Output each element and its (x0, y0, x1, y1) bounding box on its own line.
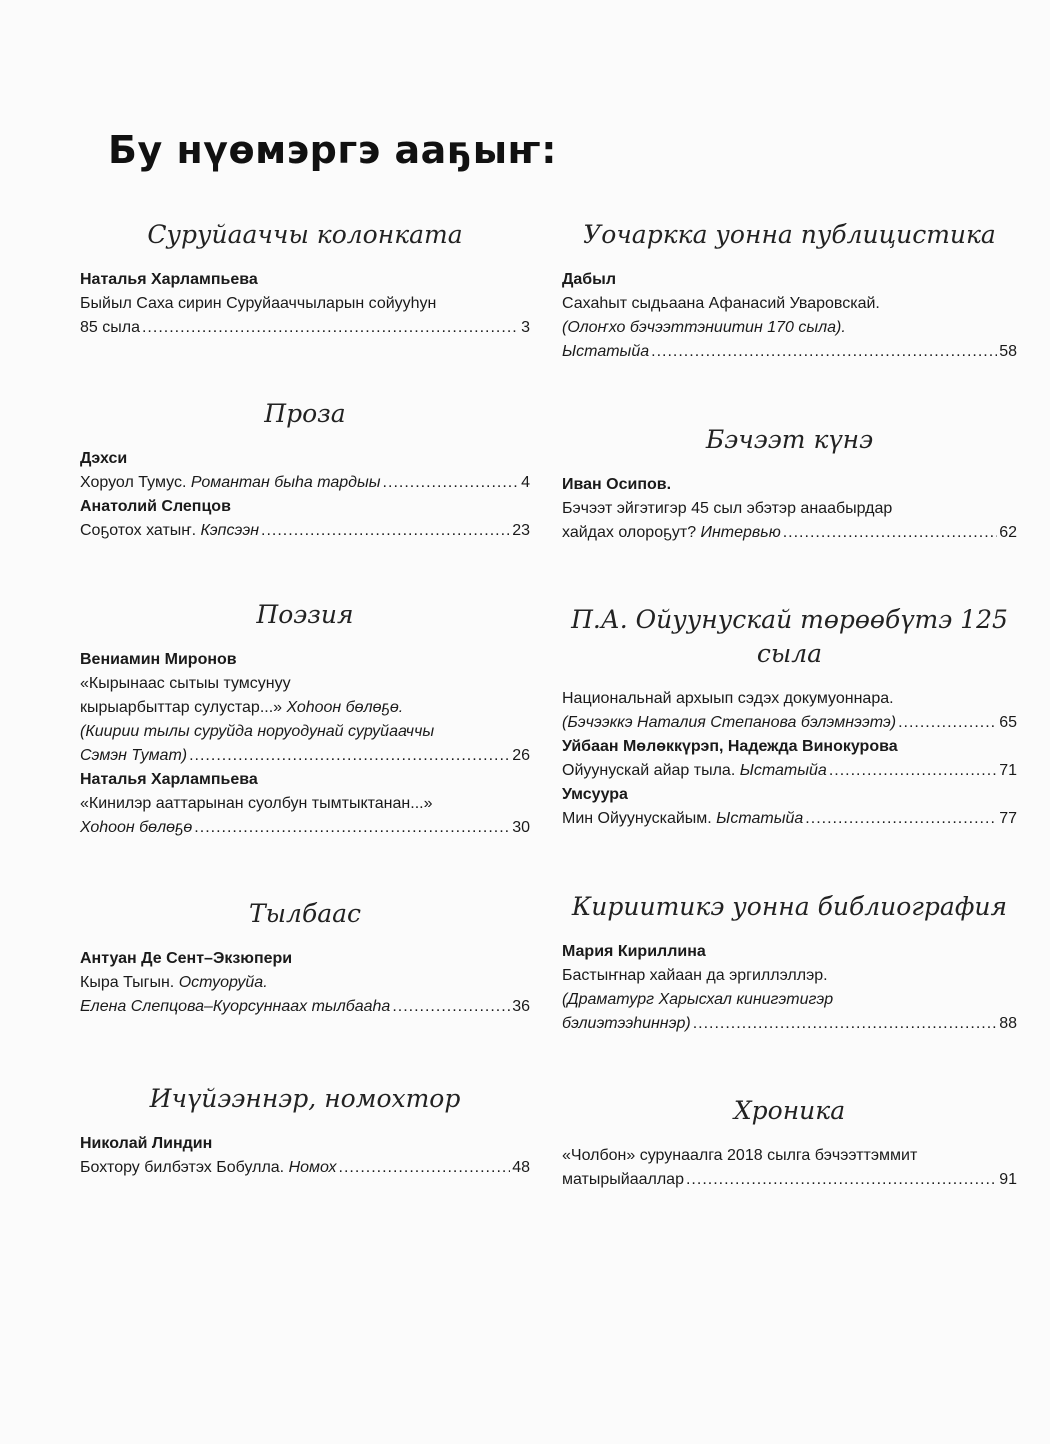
entry-italic-text: Ыстатыйа (562, 343, 650, 360)
page-number: 77 (999, 810, 1017, 827)
entry-text (80, 292, 436, 316)
page-number: 30 (512, 819, 530, 836)
entry-title-text: «Кырынаас сытыы тумсунуу (80, 675, 291, 692)
page-number: 62 (999, 524, 1017, 541)
page-number: 65 (999, 714, 1017, 731)
entry-text (562, 1144, 917, 1168)
page-number: 88 (999, 1015, 1017, 1032)
toc-section (562, 603, 1017, 831)
entry-line (80, 816, 530, 840)
entry-text (562, 340, 649, 364)
dot-leader (194, 816, 510, 840)
entry-italic-text: Елена Слепцова–Куорсуннаах тылбааһа (80, 998, 391, 1015)
toc-entry (80, 768, 530, 840)
toc-section (80, 897, 530, 1019)
entry-title-text: Бастыҥнар хайаан да эргиллэллэр. (562, 967, 828, 984)
dot-leader (383, 471, 520, 495)
page-number: 26 (512, 747, 530, 764)
entry-italic-text: бэлиэтээһиннэр) (562, 1015, 691, 1032)
entry-text (80, 720, 434, 744)
entry-italic-text: Романтан быһа тардыы (190, 474, 381, 491)
section-heading: Поэзия (256, 600, 354, 629)
entry-author: Дабыл (562, 271, 617, 288)
entry-text (562, 759, 827, 783)
entry-italic-text: Ыстатыйа (739, 762, 827, 779)
entry-text (80, 995, 390, 1019)
entry-line (80, 1156, 530, 1180)
entry-line (562, 711, 1017, 735)
entry-text (80, 744, 187, 768)
toc-section (562, 423, 1017, 545)
toc-section (562, 890, 1017, 1036)
dot-leader (898, 711, 997, 735)
dot-leader (261, 519, 510, 543)
dot-leader (829, 759, 997, 783)
entry-author: Дэхси (80, 450, 128, 467)
entry-line (562, 687, 1017, 711)
toc-entry (562, 473, 1017, 545)
entry-line (80, 744, 530, 768)
entry-line (80, 519, 530, 543)
entry-text (80, 696, 403, 720)
entry-line (562, 1168, 1017, 1192)
entry-text (562, 807, 803, 831)
entry-italic-text: Хоһоон бөлөҕө (80, 819, 193, 836)
entry-line (562, 497, 1017, 521)
section-heading: Ичүйээннэр, номохтор (149, 1084, 461, 1113)
entry-text (80, 672, 291, 696)
entry-title-text: Ойуунускай айар тыла. (562, 762, 740, 779)
entry-text (562, 687, 894, 711)
dot-leader (693, 1012, 998, 1036)
entry-line (562, 292, 1017, 316)
toc-entry (562, 268, 1017, 364)
toc-section (80, 1082, 530, 1180)
dot-leader (142, 316, 519, 340)
entry-author: Вениамин Миронов (80, 651, 237, 668)
entry-line (80, 471, 530, 495)
dot-leader (339, 1156, 511, 1180)
entry-italic-text: Номох (288, 1159, 337, 1176)
entry-text (562, 497, 892, 521)
page-number: 91 (999, 1171, 1017, 1188)
entry-text (562, 521, 781, 545)
toc-entry (562, 783, 1017, 831)
entry-author: Николай Линдин (80, 1135, 213, 1152)
entry-text (80, 1156, 337, 1180)
toc-entry (80, 447, 530, 495)
entry-title-text: Бэчээт эйгэтигэр 45 сыл эбэтэр анаабырдар (562, 500, 893, 517)
section-heading: П.А. Ойуунускай төрөөбүтэ 125 сыла (571, 605, 1008, 668)
entry-italic-text: Сэмэн Тумат) (80, 747, 188, 764)
entry-line (562, 1012, 1017, 1036)
entry-title-text: хайдах олороҕут? (562, 524, 701, 541)
entry-text (80, 971, 268, 995)
entry-italic-text: (Драматург Харысхал кинигэтигэр (562, 991, 834, 1008)
dot-leader (189, 744, 510, 768)
entry-italic-text: (Киирии тылы суруйда норуодунай суруйааччы (80, 723, 435, 740)
entry-text (562, 316, 846, 340)
toc-entry (80, 1132, 530, 1180)
dot-leader (686, 1168, 997, 1192)
toc-entry (562, 940, 1017, 1036)
section-heading: Бэчээт күнэ (705, 425, 874, 454)
entry-text (562, 1012, 691, 1036)
page-number: 3 (521, 319, 530, 336)
toc-entry (562, 1144, 1017, 1192)
entry-line (80, 696, 530, 720)
toc-section (80, 397, 530, 543)
entry-line (80, 672, 530, 696)
entry-italic-text: (Олоҥхо бэчээттэниитин 170 сыла). (562, 319, 846, 336)
entry-line (80, 292, 530, 316)
entry-text (562, 292, 880, 316)
page-number: 58 (999, 343, 1017, 360)
entry-title-text: «Чолбон» сурунаалга 2018 сылга бэчээттэммит (562, 1147, 918, 1164)
entry-text (562, 988, 833, 1012)
entry-title-text: 85 сыла (80, 319, 140, 336)
page-number: 4 (521, 474, 530, 491)
dot-leader (392, 995, 510, 1019)
entry-author: Анатолий Слепцов (80, 498, 231, 515)
entry-italic-text: Хоһоон бөлөҕө. (286, 699, 404, 716)
page-number: 71 (999, 762, 1017, 779)
entry-title-text: Хоруол Тумус. (80, 474, 191, 491)
entry-author: Наталья Харлампьева (80, 771, 258, 788)
entry-italic-text: Ыстатыйа (716, 810, 804, 827)
entry-line (80, 792, 530, 816)
page-number: 23 (512, 522, 530, 539)
entry-title-text: Мин Ойуунускайым. (562, 810, 717, 827)
toc-section (80, 218, 530, 340)
entry-line (80, 720, 530, 744)
entry-author: Умсуура (562, 786, 628, 803)
toc-entry (80, 495, 530, 543)
entry-line (562, 521, 1017, 545)
section-heading: Кириитикэ уонна библиография (571, 892, 1008, 921)
toc-entry (562, 735, 1017, 783)
entry-author: Уйбаан Мөлөккүрэп, Надежда Винокурова (562, 738, 898, 755)
entry-title-text: Кыра Тыгын. (80, 974, 179, 991)
entry-text (80, 316, 140, 340)
entry-line (562, 316, 1017, 340)
section-heading: Проза (264, 399, 346, 428)
entry-text (80, 792, 432, 816)
toc-section (80, 598, 530, 840)
entry-text (80, 471, 381, 495)
entry-title-text: Соҕотох хатыҥ. (80, 522, 201, 539)
entry-italic-text: Интервью (700, 524, 781, 541)
entry-text (562, 711, 896, 735)
page-number: 48 (512, 1159, 530, 1176)
entry-line (562, 340, 1017, 364)
toc-entry (562, 687, 1017, 735)
entry-author: Наталья Харлампьева (80, 271, 258, 288)
dot-leader (783, 521, 997, 545)
entry-text (562, 1168, 684, 1192)
entry-title-text: «Кинилэр ааттарынан суолбун тымтыктанан...» (80, 795, 433, 812)
entry-line (562, 964, 1017, 988)
entry-line (562, 988, 1017, 1012)
entry-line (80, 971, 530, 995)
entry-line (562, 807, 1017, 831)
toc-entry (80, 268, 530, 340)
toc-entry (80, 648, 530, 768)
toc-section (562, 1094, 1017, 1192)
entry-text (562, 964, 828, 988)
toc-section (562, 218, 1017, 364)
entry-title-text: Сахаһыт сыдьаана Афанасий Уваровскай. (562, 295, 880, 312)
section-heading: Суруйааччы колонката (147, 220, 463, 249)
section-heading: Уочаркка уонна публицистика (583, 220, 996, 249)
entry-author: Мария Кириллина (562, 943, 706, 960)
entry-italic-text: (Бэчээккэ Наталия Степанова бэлэмнээтэ) (562, 714, 897, 731)
entry-line (80, 995, 530, 1019)
toc-entry (80, 947, 530, 1019)
entry-title-text: матырыйааллар (562, 1171, 684, 1188)
entry-line (562, 1144, 1017, 1168)
entry-italic-text: Остуоруйа. (178, 974, 268, 991)
entry-author: Антуан Де Сент–Экзюпери (80, 950, 293, 967)
entry-italic-text: Кэпсээн (200, 522, 260, 539)
dot-leader (805, 807, 997, 831)
entry-title-text: Бохтору билбэтэх Бобулла. (80, 1159, 289, 1176)
section-heading: Хроника (733, 1096, 846, 1125)
page-title: Бу нүөмэргэ ааҕыҥ: (108, 128, 557, 172)
entry-title-text: Быйыл Саха сирин Суруйааччыларын сойууһун (80, 295, 437, 312)
section-heading: Тылбаас (248, 899, 362, 928)
entry-author: Иван Осипов. (562, 476, 672, 493)
page-number: 36 (512, 998, 530, 1015)
entry-line (562, 759, 1017, 783)
entry-line (80, 316, 530, 340)
entry-text (80, 519, 259, 543)
entry-text (80, 816, 192, 840)
dot-leader (651, 340, 997, 364)
entry-title-text: Национальнай архыып сэдэх докумуоннара. (562, 690, 894, 707)
entry-title-text: кырыарбыттар сулустар...» (80, 699, 287, 716)
